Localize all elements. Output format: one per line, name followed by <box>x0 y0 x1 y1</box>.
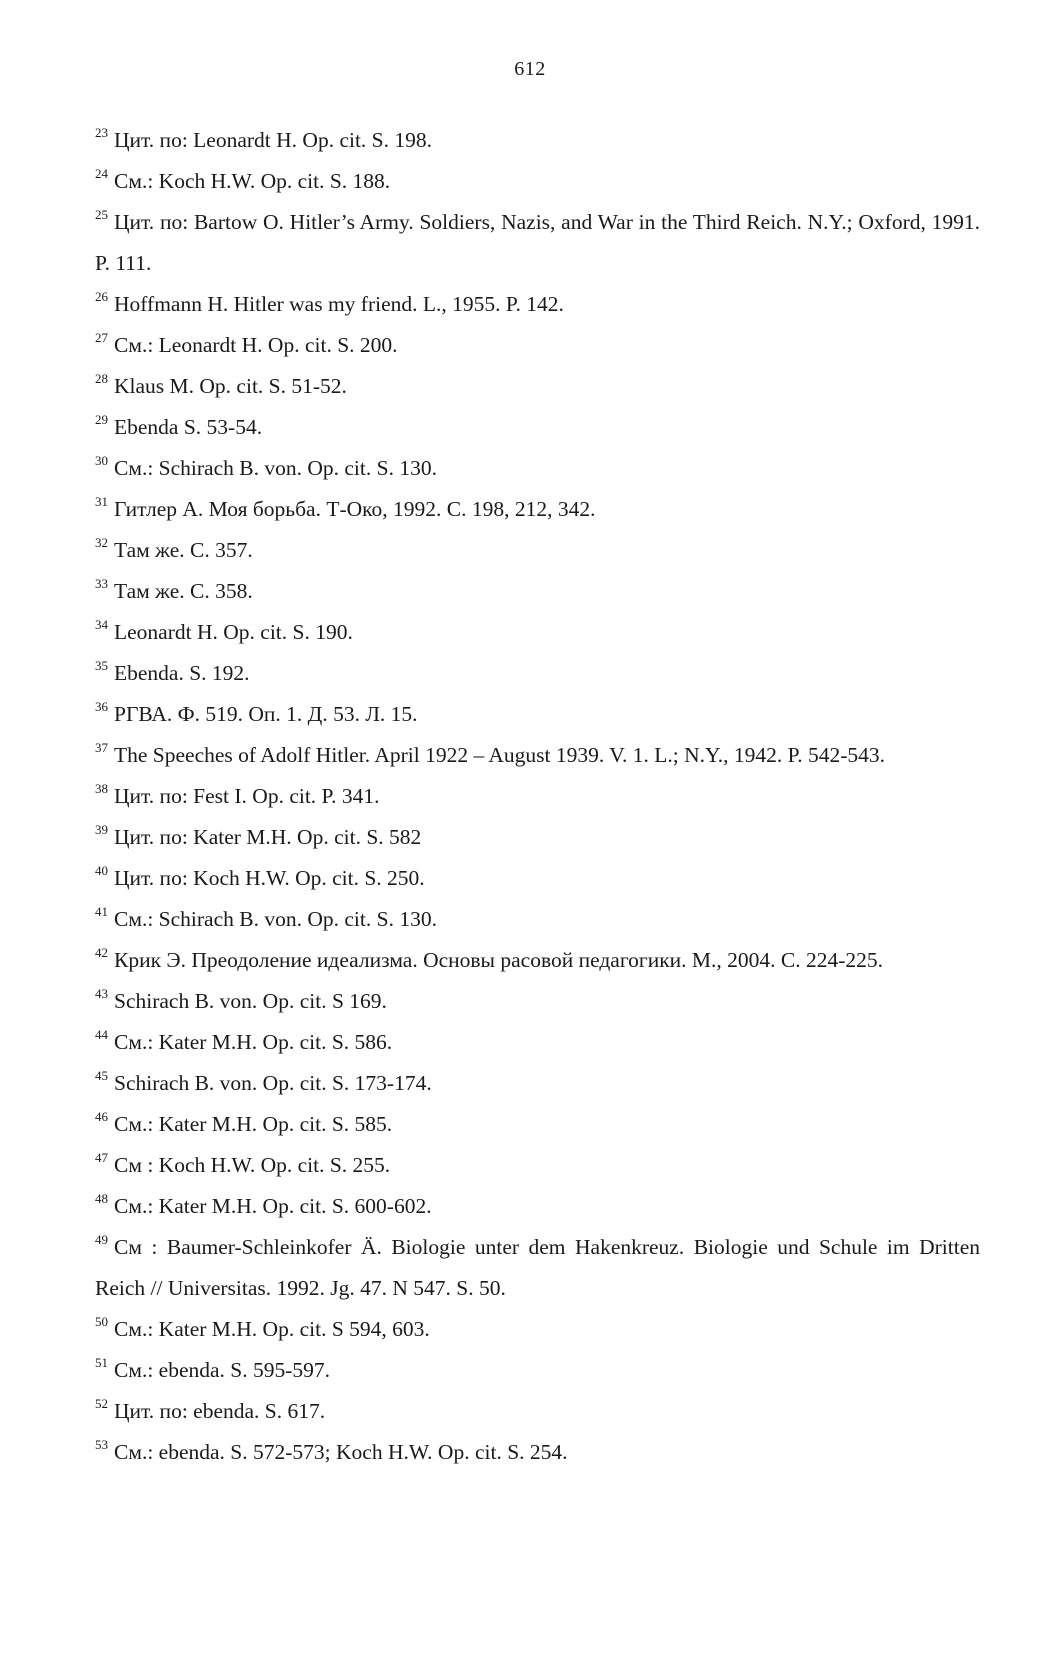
footnote <box>95 325 980 366</box>
footnote-text: См.: Koch H.W. Op. cit. S. 188. <box>114 169 391 193</box>
footnote-number: 51 <box>95 1355 108 1370</box>
footnote <box>95 448 980 489</box>
footnote-number: 46 <box>95 1109 108 1124</box>
footnote <box>95 202 980 284</box>
footnote-text: The Speeches of Adolf Hitler. April 1922 – August 1939. V. 1. L.; N.Y., 1942. P. 542-543. <box>114 743 886 767</box>
footnote-text: РГВА. Ф. 519. Оп. 1. Д. 53. Л. 15. <box>114 702 418 726</box>
footnote <box>95 1104 980 1145</box>
footnote <box>95 817 980 858</box>
footnote-number: 34 <box>95 617 108 632</box>
footnote-text: Там же. С. 358. <box>114 579 253 603</box>
footnote-text: См.: Leonardt H. Op. cit. S. 200. <box>114 333 398 357</box>
footnote <box>95 161 980 202</box>
footnote-number: 45 <box>95 1068 108 1083</box>
footnote <box>95 694 980 735</box>
footnote <box>95 284 980 325</box>
footnote-number: 33 <box>95 576 108 591</box>
footnote <box>95 366 980 407</box>
footnote-number: 32 <box>95 535 108 550</box>
footnote <box>95 120 980 161</box>
footnote-number: 36 <box>95 699 108 714</box>
footnote <box>95 530 980 571</box>
footnote <box>95 1391 980 1432</box>
footnote <box>95 1145 980 1186</box>
footnote-number: 47 <box>95 1150 108 1165</box>
footnote-text: Ebenda. S. 192. <box>114 661 250 685</box>
footnotes-list <box>95 120 980 1473</box>
footnote-text: См.: ebenda. S. 572-573; Koch H.W. Op. cit. S. 254. <box>114 1440 568 1464</box>
footnote <box>95 571 980 612</box>
footnote-number: 52 <box>95 1396 108 1411</box>
footnote <box>95 612 980 653</box>
footnote-text: См.: ebenda. S. 595-597. <box>114 1358 331 1382</box>
footnote-number: 25 <box>95 207 108 222</box>
footnote <box>95 858 980 899</box>
footnote-text: См.: Schirach B. von. Op. cit. S. 130. <box>114 907 437 931</box>
footnote-text: Schirach B. von. Op. cit. S. 173-174. <box>114 1071 432 1095</box>
footnote-number: 44 <box>95 1027 108 1042</box>
footnote-number: 28 <box>95 371 108 386</box>
footnote-number: 26 <box>95 289 108 304</box>
footnote <box>95 1186 980 1227</box>
footnote-number: 48 <box>95 1191 108 1206</box>
footnote-text: Цит. по: Bartow O. Hitler’s Army. Soldiers, Nazis, and War in the Third Reich. N.Y.; Oxford, 1991. P. 111. <box>95 210 980 275</box>
footnote-text: Klaus M. Op. cit. S. 51-52. <box>114 374 347 398</box>
footnote-number: 39 <box>95 822 108 837</box>
footnote <box>95 940 980 981</box>
footnote-text: Цит. по: Leonardt H. Op. cit. S. 198. <box>114 128 433 152</box>
footnote-number: 29 <box>95 412 108 427</box>
footnote <box>95 1350 980 1391</box>
footnote-text: Цит. по: Koch H.W. Op. cit. S. 250. <box>114 866 425 890</box>
footnote-number: 53 <box>95 1437 108 1452</box>
footnote <box>95 1227 980 1309</box>
footnote-text: Цит. по: Fest I. Op. cit. P. 341. <box>114 784 380 808</box>
footnote-number: 30 <box>95 453 108 468</box>
footnote-text: Цит. по: ebenda. S. 617. <box>114 1399 326 1423</box>
footnote-text: См.: Schirach B. von. Op. cit. S. 130. <box>114 456 437 480</box>
footnote-number: 37 <box>95 740 108 755</box>
footnote <box>95 1022 980 1063</box>
footnote-number: 49 <box>95 1232 108 1247</box>
footnote-number: 31 <box>95 494 108 509</box>
footnote-text: Schirach B. von. Op. cit. S 169. <box>114 989 387 1013</box>
footnote-number: 42 <box>95 945 108 960</box>
footnote-text: См.: Kater M.H. Op. cit. S 594, 603. <box>114 1317 430 1341</box>
footnote-text: См.: Kater M.H. Op. cit. S. 600-602. <box>114 1194 432 1218</box>
footnote-number: 35 <box>95 658 108 673</box>
footnote-number: 41 <box>95 904 108 919</box>
footnote <box>95 735 980 776</box>
footnote-text: См : Baumer-Schleinkofer Ä. Biologie unter dem Hakenkreuz. Biologie und Schule im Dritten Reich // Universitas. 1992. Jg. 47. N 547. S. 50. <box>95 1235 980 1300</box>
footnote <box>95 1063 980 1104</box>
footnote-text: Цит. по: Kater M.H. Op. cit. S. 582 <box>114 825 422 849</box>
footnote-number: 40 <box>95 863 108 878</box>
footnote <box>95 407 980 448</box>
footnote-text: Крик Э. Преодоление идеализма. Основы расовой педагогики. М., 2004. С. 224-225. <box>114 948 884 972</box>
footnote-text: См.: Kater M.H. Op. cit. S. 586. <box>114 1030 393 1054</box>
footnote <box>95 899 980 940</box>
footnote <box>95 489 980 530</box>
footnote <box>95 981 980 1022</box>
footnote <box>95 776 980 817</box>
footnote-number: 27 <box>95 330 108 345</box>
footnote-number: 43 <box>95 986 108 1001</box>
footnote-number: 24 <box>95 166 108 181</box>
footnote <box>95 1309 980 1350</box>
footnote-text: Там же. С. 357. <box>114 538 253 562</box>
footnote-text: Hoffmann H. Hitler was my friend. L., 1955. P. 142. <box>114 292 564 316</box>
footnote-text: См : Koch H.W. Op. cit. S. 255. <box>114 1153 391 1177</box>
page-number: 612 <box>514 58 546 80</box>
footnote-number: 23 <box>95 125 108 140</box>
footnote-text: См.: Kater M.H. Op. cit. S. 585. <box>114 1112 393 1136</box>
footnote-text: Гитлер А. Моя борьба. Т-Око, 1992. С. 198, 212, 342. <box>114 497 596 521</box>
footnote-text: Ebenda S. 53-54. <box>114 415 263 439</box>
footnote-number: 38 <box>95 781 108 796</box>
footnote <box>95 1432 980 1473</box>
footnote-text: Leonardt H. Op. cit. S. 190. <box>114 620 353 644</box>
footnote <box>95 653 980 694</box>
footnote-number: 50 <box>95 1314 108 1329</box>
